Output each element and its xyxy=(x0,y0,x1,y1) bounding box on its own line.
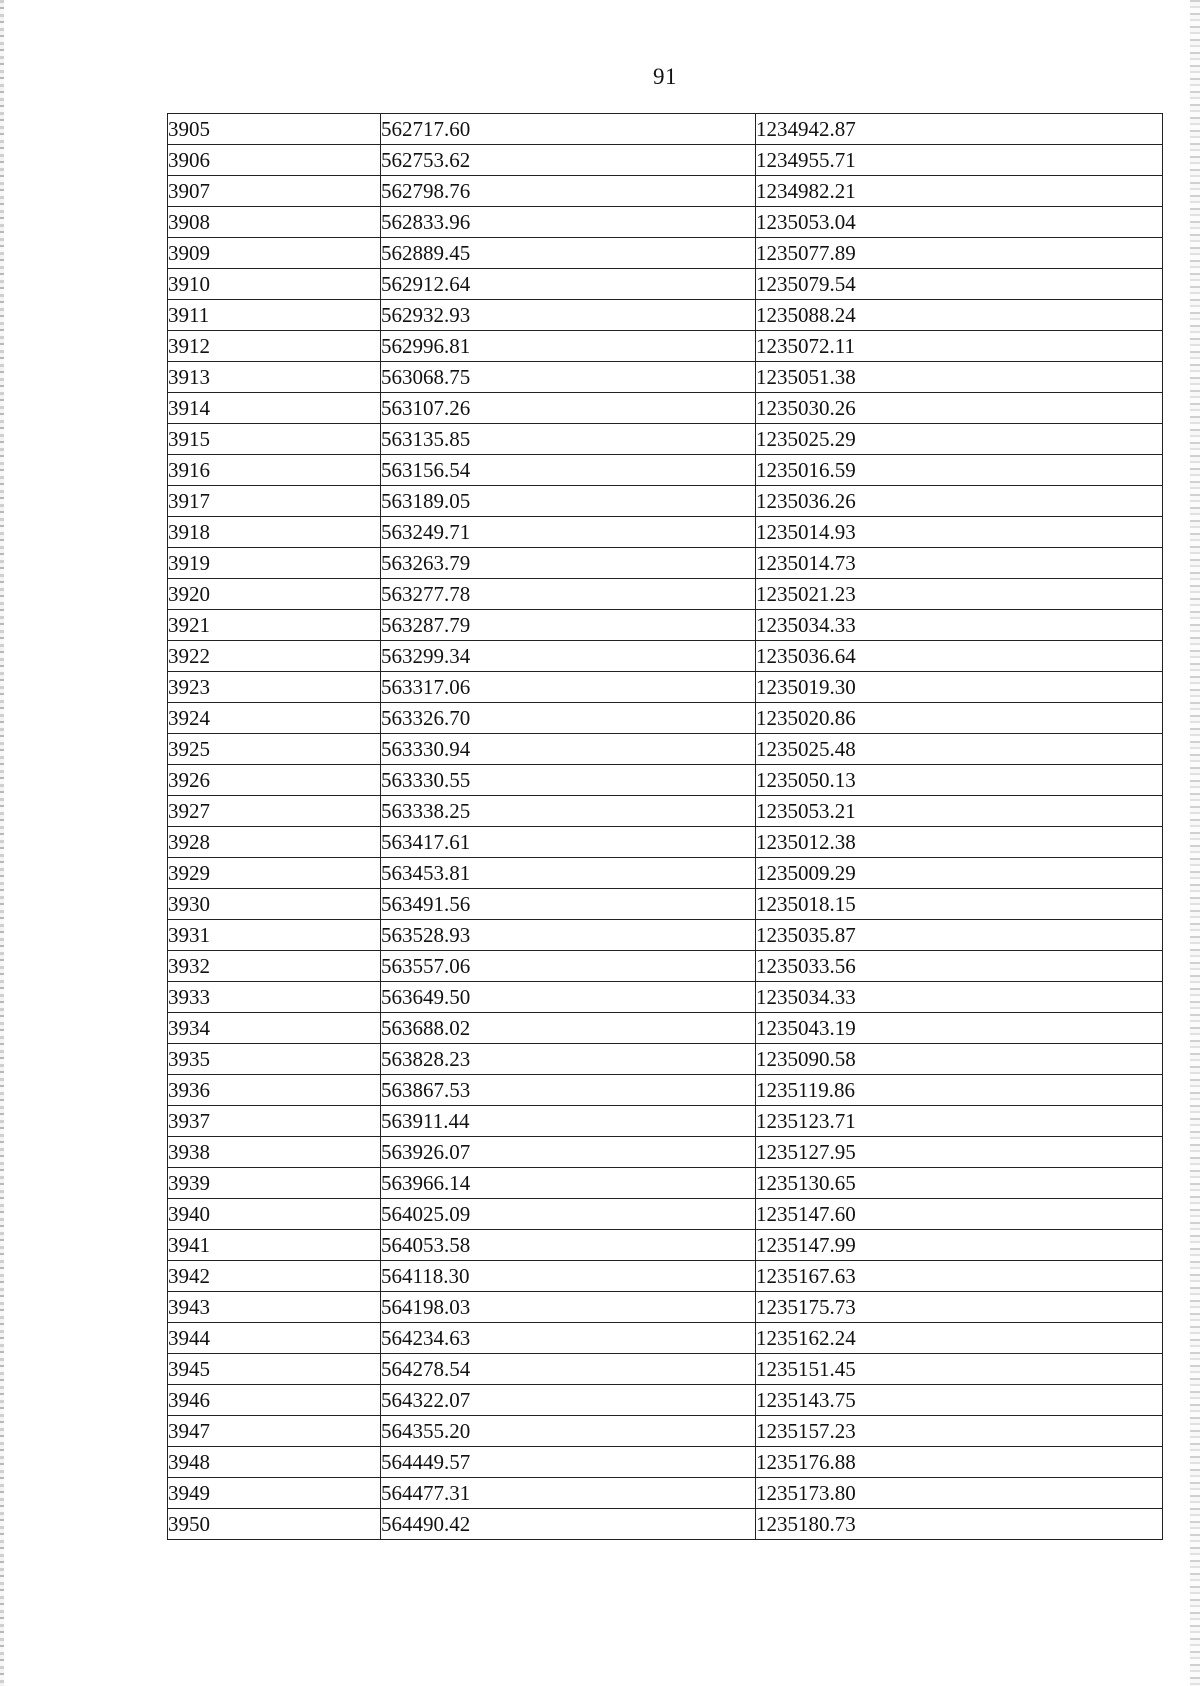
x-coordinate-cell: 563330.94 xyxy=(381,734,756,765)
table-row xyxy=(168,393,1163,424)
coordinate-table-body xyxy=(168,114,1163,1540)
point-number-cell: 3919 xyxy=(168,548,381,579)
y-coordinate-cell: 1235012.38 xyxy=(756,827,1163,858)
point-number-cell: 3905 xyxy=(168,114,381,145)
x-coordinate-cell: 562833.96 xyxy=(381,207,756,238)
table-row xyxy=(168,889,1163,920)
table-row xyxy=(168,300,1163,331)
point-number-cell: 3941 xyxy=(168,1230,381,1261)
x-coordinate-cell: 564053.58 xyxy=(381,1230,756,1261)
x-coordinate-cell: 563107.26 xyxy=(381,393,756,424)
table-row xyxy=(168,1447,1163,1478)
y-coordinate-cell: 1235014.73 xyxy=(756,548,1163,579)
point-number-cell: 3928 xyxy=(168,827,381,858)
table-row xyxy=(168,920,1163,951)
point-number-cell: 3948 xyxy=(168,1447,381,1478)
x-coordinate-cell: 563326.70 xyxy=(381,703,756,734)
x-coordinate-cell: 563156.54 xyxy=(381,455,756,486)
x-coordinate-cell: 562798.76 xyxy=(381,176,756,207)
point-number-cell: 3925 xyxy=(168,734,381,765)
x-coordinate-cell: 563299.34 xyxy=(381,641,756,672)
point-number-cell: 3929 xyxy=(168,858,381,889)
y-coordinate-cell: 1235180.73 xyxy=(756,1509,1163,1540)
y-coordinate-cell: 1235036.26 xyxy=(756,486,1163,517)
y-coordinate-cell: 1235119.86 xyxy=(756,1075,1163,1106)
y-coordinate-cell: 1234982.21 xyxy=(756,176,1163,207)
x-coordinate-cell: 563287.79 xyxy=(381,610,756,641)
table-row xyxy=(168,1292,1163,1323)
table-row xyxy=(168,207,1163,238)
x-coordinate-cell: 563966.14 xyxy=(381,1168,756,1199)
x-coordinate-cell: 563317.06 xyxy=(381,672,756,703)
point-number-cell: 3927 xyxy=(168,796,381,827)
y-coordinate-cell: 1235019.30 xyxy=(756,672,1163,703)
x-coordinate-cell: 564278.54 xyxy=(381,1354,756,1385)
x-coordinate-cell: 563263.79 xyxy=(381,548,756,579)
x-coordinate-cell: 563135.85 xyxy=(381,424,756,455)
table-row xyxy=(168,765,1163,796)
point-number-cell: 3922 xyxy=(168,641,381,672)
point-number-cell: 3936 xyxy=(168,1075,381,1106)
y-coordinate-cell: 1235014.93 xyxy=(756,517,1163,548)
table-row xyxy=(168,424,1163,455)
y-coordinate-cell: 1235034.33 xyxy=(756,610,1163,641)
table-row xyxy=(168,734,1163,765)
table-row xyxy=(168,486,1163,517)
point-number-cell: 3921 xyxy=(168,610,381,641)
x-coordinate-cell: 564355.20 xyxy=(381,1416,756,1447)
table-row xyxy=(168,1013,1163,1044)
y-coordinate-cell: 1235147.60 xyxy=(756,1199,1163,1230)
y-coordinate-cell: 1235050.13 xyxy=(756,765,1163,796)
y-coordinate-cell: 1235033.56 xyxy=(756,951,1163,982)
point-number-cell: 3906 xyxy=(168,145,381,176)
x-coordinate-cell: 563338.25 xyxy=(381,796,756,827)
x-coordinate-cell: 563649.50 xyxy=(381,982,756,1013)
point-number-cell: 3935 xyxy=(168,1044,381,1075)
table-row xyxy=(168,548,1163,579)
table-row xyxy=(168,176,1163,207)
point-number-cell: 3939 xyxy=(168,1168,381,1199)
scan-edge-right xyxy=(1190,0,1200,1686)
table-row xyxy=(168,858,1163,889)
y-coordinate-cell: 1235167.63 xyxy=(756,1261,1163,1292)
table-row xyxy=(168,672,1163,703)
y-coordinate-cell: 1235157.23 xyxy=(756,1416,1163,1447)
y-coordinate-cell: 1235088.24 xyxy=(756,300,1163,331)
x-coordinate-cell: 563417.61 xyxy=(381,827,756,858)
table-row xyxy=(168,1261,1163,1292)
table-row xyxy=(168,796,1163,827)
y-coordinate-cell: 1235127.95 xyxy=(756,1137,1163,1168)
point-number-cell: 3946 xyxy=(168,1385,381,1416)
point-number-cell: 3947 xyxy=(168,1416,381,1447)
y-coordinate-cell: 1235035.87 xyxy=(756,920,1163,951)
point-number-cell: 3949 xyxy=(168,1478,381,1509)
point-number-cell: 3910 xyxy=(168,269,381,300)
point-number-cell: 3911 xyxy=(168,300,381,331)
point-number-cell: 3915 xyxy=(168,424,381,455)
table-row xyxy=(168,1199,1163,1230)
point-number-cell: 3914 xyxy=(168,393,381,424)
x-coordinate-cell: 563249.71 xyxy=(381,517,756,548)
x-coordinate-cell: 564234.63 xyxy=(381,1323,756,1354)
y-coordinate-cell: 1235018.15 xyxy=(756,889,1163,920)
table-row xyxy=(168,1137,1163,1168)
coordinate-table xyxy=(167,113,1163,1540)
point-number-cell: 3942 xyxy=(168,1261,381,1292)
point-number-cell: 3934 xyxy=(168,1013,381,1044)
table-row xyxy=(168,951,1163,982)
table-row xyxy=(168,517,1163,548)
x-coordinate-cell: 562932.93 xyxy=(381,300,756,331)
scan-edge-left xyxy=(0,0,4,1686)
table-row xyxy=(168,238,1163,269)
x-coordinate-cell: 562889.45 xyxy=(381,238,756,269)
table-row xyxy=(168,703,1163,734)
table-row xyxy=(168,145,1163,176)
y-coordinate-cell: 1235130.65 xyxy=(756,1168,1163,1199)
y-coordinate-cell: 1235051.38 xyxy=(756,362,1163,393)
point-number-cell: 3933 xyxy=(168,982,381,1013)
y-coordinate-cell: 1235009.29 xyxy=(756,858,1163,889)
y-coordinate-cell: 1235025.48 xyxy=(756,734,1163,765)
point-number-cell: 3924 xyxy=(168,703,381,734)
x-coordinate-cell: 563277.78 xyxy=(381,579,756,610)
table-row xyxy=(168,331,1163,362)
point-number-cell: 3920 xyxy=(168,579,381,610)
point-number-cell: 3908 xyxy=(168,207,381,238)
table-row xyxy=(168,982,1163,1013)
x-coordinate-cell: 562912.64 xyxy=(381,269,756,300)
x-coordinate-cell: 563528.93 xyxy=(381,920,756,951)
y-coordinate-cell: 1235016.59 xyxy=(756,455,1163,486)
y-coordinate-cell: 1235162.24 xyxy=(756,1323,1163,1354)
y-coordinate-cell: 1235053.04 xyxy=(756,207,1163,238)
table-row xyxy=(168,579,1163,610)
x-coordinate-cell: 562753.62 xyxy=(381,145,756,176)
y-coordinate-cell: 1235020.86 xyxy=(756,703,1163,734)
y-coordinate-cell: 1235021.23 xyxy=(756,579,1163,610)
table-row xyxy=(168,1385,1163,1416)
x-coordinate-cell: 564322.07 xyxy=(381,1385,756,1416)
y-coordinate-cell: 1235090.58 xyxy=(756,1044,1163,1075)
point-number-cell: 3909 xyxy=(168,238,381,269)
table-row xyxy=(168,1478,1163,1509)
table-row xyxy=(168,269,1163,300)
table-row xyxy=(168,1509,1163,1540)
x-coordinate-cell: 562717.60 xyxy=(381,114,756,145)
x-coordinate-cell: 562996.81 xyxy=(381,331,756,362)
table-row xyxy=(168,641,1163,672)
y-coordinate-cell: 1235043.19 xyxy=(756,1013,1163,1044)
table-row xyxy=(168,827,1163,858)
y-coordinate-cell: 1235030.26 xyxy=(756,393,1163,424)
table-row xyxy=(168,114,1163,145)
y-coordinate-cell: 1235079.54 xyxy=(756,269,1163,300)
point-number-cell: 3945 xyxy=(168,1354,381,1385)
point-number-cell: 3918 xyxy=(168,517,381,548)
table-row xyxy=(168,1230,1163,1261)
page-number: 91 xyxy=(653,64,677,89)
table-row xyxy=(168,1044,1163,1075)
point-number-cell: 3930 xyxy=(168,889,381,920)
y-coordinate-cell: 1235175.73 xyxy=(756,1292,1163,1323)
x-coordinate-cell: 563911.44 xyxy=(381,1106,756,1137)
x-coordinate-cell: 563926.07 xyxy=(381,1137,756,1168)
x-coordinate-cell: 564025.09 xyxy=(381,1199,756,1230)
x-coordinate-cell: 564118.30 xyxy=(381,1261,756,1292)
x-coordinate-cell: 563068.75 xyxy=(381,362,756,393)
point-number-cell: 3913 xyxy=(168,362,381,393)
table-row xyxy=(168,1168,1163,1199)
point-number-cell: 3944 xyxy=(168,1323,381,1354)
point-number-cell: 3932 xyxy=(168,951,381,982)
x-coordinate-cell: 563867.53 xyxy=(381,1075,756,1106)
y-coordinate-cell: 1235034.33 xyxy=(756,982,1163,1013)
table-row xyxy=(168,1106,1163,1137)
y-coordinate-cell: 1234942.87 xyxy=(756,114,1163,145)
y-coordinate-cell: 1235072.11 xyxy=(756,331,1163,362)
table-row xyxy=(168,610,1163,641)
x-coordinate-cell: 563330.55 xyxy=(381,765,756,796)
point-number-cell: 3917 xyxy=(168,486,381,517)
point-number-cell: 3950 xyxy=(168,1509,381,1540)
point-number-cell: 3912 xyxy=(168,331,381,362)
point-number-cell: 3931 xyxy=(168,920,381,951)
point-number-cell: 3937 xyxy=(168,1106,381,1137)
y-coordinate-cell: 1235053.21 xyxy=(756,796,1163,827)
y-coordinate-cell: 1235173.80 xyxy=(756,1478,1163,1509)
point-number-cell: 3907 xyxy=(168,176,381,207)
table-row xyxy=(168,1075,1163,1106)
y-coordinate-cell: 1234955.71 xyxy=(756,145,1163,176)
x-coordinate-cell: 564449.57 xyxy=(381,1447,756,1478)
y-coordinate-cell: 1235025.29 xyxy=(756,424,1163,455)
x-coordinate-cell: 563688.02 xyxy=(381,1013,756,1044)
x-coordinate-cell: 563828.23 xyxy=(381,1044,756,1075)
y-coordinate-cell: 1235151.45 xyxy=(756,1354,1163,1385)
point-number-cell: 3940 xyxy=(168,1199,381,1230)
x-coordinate-cell: 564490.42 xyxy=(381,1509,756,1540)
y-coordinate-cell: 1235123.71 xyxy=(756,1106,1163,1137)
y-coordinate-cell: 1235147.99 xyxy=(756,1230,1163,1261)
table-row xyxy=(168,1354,1163,1385)
table-row xyxy=(168,455,1163,486)
point-number-cell: 3926 xyxy=(168,765,381,796)
table-row xyxy=(168,1416,1163,1447)
table-row xyxy=(168,362,1163,393)
x-coordinate-cell: 564198.03 xyxy=(381,1292,756,1323)
y-coordinate-cell: 1235077.89 xyxy=(756,238,1163,269)
point-number-cell: 3943 xyxy=(168,1292,381,1323)
point-number-cell: 3916 xyxy=(168,455,381,486)
y-coordinate-cell: 1235036.64 xyxy=(756,641,1163,672)
point-number-cell: 3923 xyxy=(168,672,381,703)
x-coordinate-cell: 563453.81 xyxy=(381,858,756,889)
x-coordinate-cell: 564477.31 xyxy=(381,1478,756,1509)
y-coordinate-cell: 1235176.88 xyxy=(756,1447,1163,1478)
x-coordinate-cell: 563491.56 xyxy=(381,889,756,920)
table-row xyxy=(168,1323,1163,1354)
y-coordinate-cell: 1235143.75 xyxy=(756,1385,1163,1416)
x-coordinate-cell: 563557.06 xyxy=(381,951,756,982)
x-coordinate-cell: 563189.05 xyxy=(381,486,756,517)
point-number-cell: 3938 xyxy=(168,1137,381,1168)
